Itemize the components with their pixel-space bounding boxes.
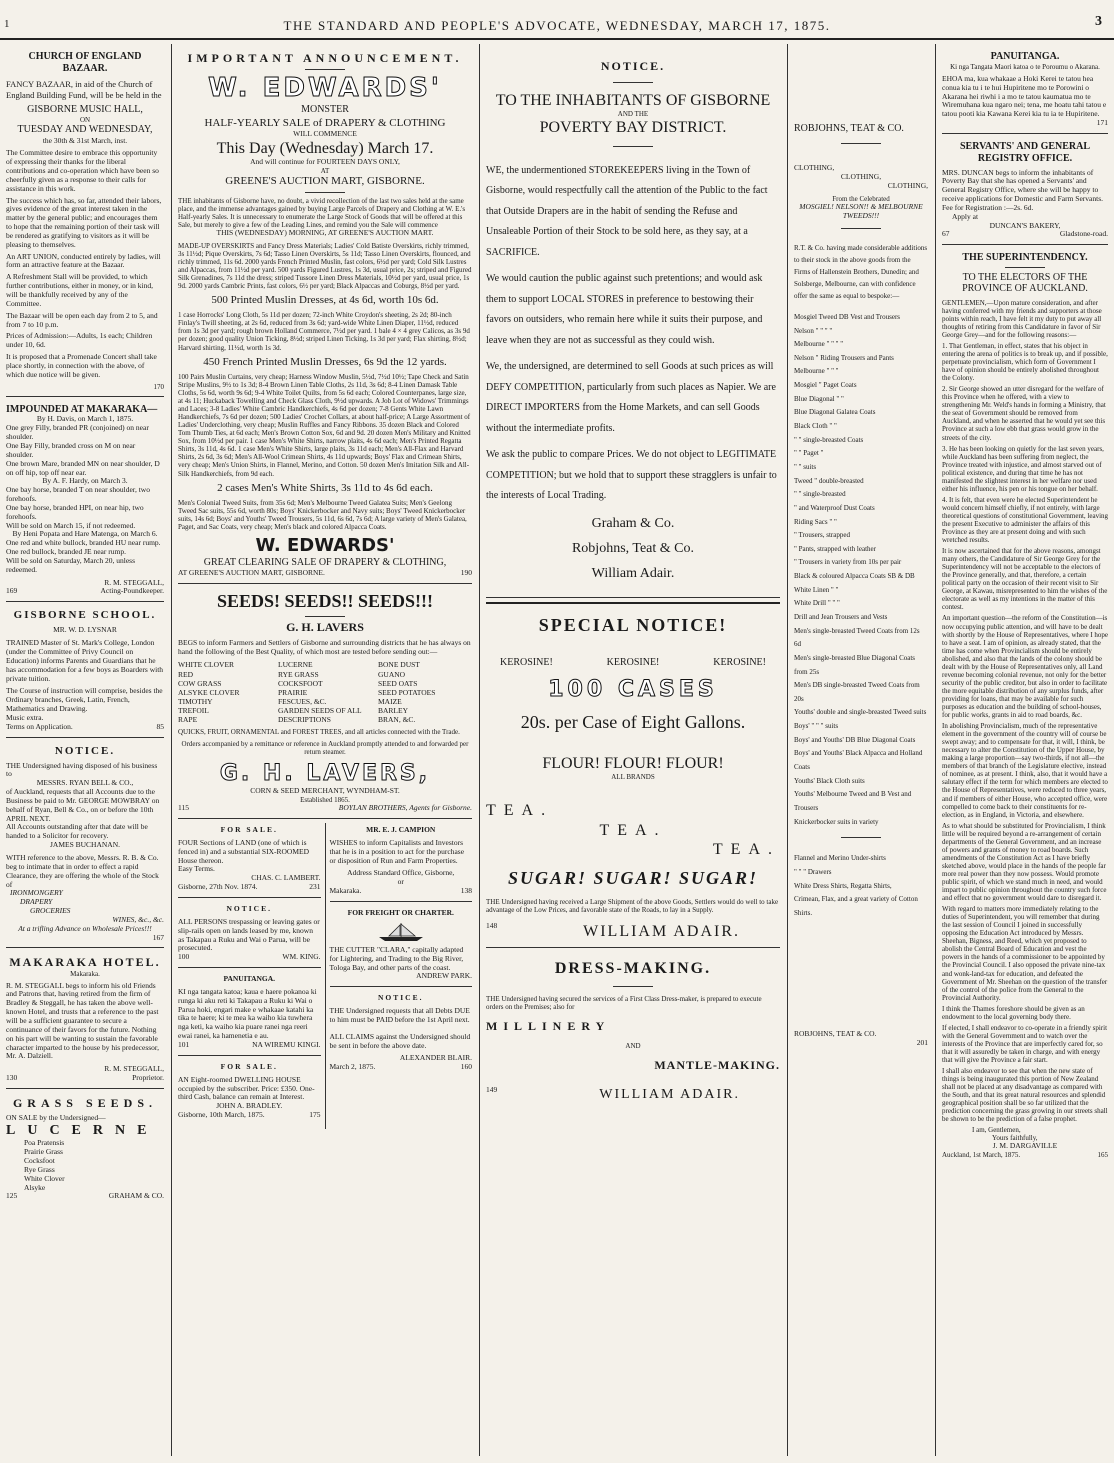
ad-signature: CHAS. C. LAMBERT. [251,873,321,883]
ad-signature: WILLIAM ADAIR. [599,1087,740,1103]
ad-number: 201 [916,1038,928,1048]
seed-item: Rye Grass [24,1164,55,1174]
ad-paragraph: The Course of instruction will comprise, besides the Ordinary branches, Greek, Latin, French, Mathematics and Drawing. [6,686,163,714]
clothing-item: White Linen " " [794,585,839,594]
for-sale-bradley [178,1060,321,1125]
ad-paragraph: All Accounts outstanding after that date will be handed to a Solicitor for recovery. [6,822,148,841]
ad-paragraph: of Auckland, requests that all Accounts due to the Business be paid to Mr. GEORGE MOWBRAY on behalf of Ryan, Bell & Co., on or before the 10th APRIL NEXT. [6,787,160,823]
seed-item: MAIZE [378,696,402,706]
ad-paragraph: 4. It is felt, that even were he elected Superintendent he would concern himself chiefly, if not entirely, with large theoretical questions of constitutional Government, leaving the present Executive to administer the affairs of this Province as they are at present doing and with such wretched results. [942,495,1109,545]
edwards-at: AT [320,167,330,176]
ad-heading: GISBORNE SCHOOL. [13,609,157,622]
ad-days: TUESDAY AND WEDNESDAY, [17,124,153,136]
clothing-item: " " suits [794,462,817,471]
seed-item: TREFOIL [178,706,209,716]
ad-heading: MAKARAKA HOTEL. [9,955,161,970]
clothing-item: White Dress Shirts, Regatta Shirts, [794,881,892,890]
ad-heading: GRASS SEEDS. [12,1095,158,1110]
seed-item: LUCERNE [278,660,313,670]
edwards-day: This Day (Wednesday) March 17. [216,139,434,157]
ad-role: Proprietor. [132,1073,164,1083]
millinery-heading: MILLINERY [486,1019,611,1034]
ad-paragraph: Prices of Admission:—Adults, 1s each; Children under 10, 6d. [6,331,153,350]
clothing-item: Nelson " Riding Trousers and Pants [794,353,894,362]
clothing-item: Men's single-breasted Tweed Coats from 12s 6d [794,626,920,649]
superintendency-address [942,249,1108,1164]
ad-paragraph: With regard to matters more immediately relating to the duties of Superintendent, you will remember that during the last session of Council I joined in successfully opposing the Education Act introduced by Messrs. Sheehan, Bigness, and Reed, which yet proposed to abolish the Central Board of Education and vest the powers in the hands of a commissioner to be appointed by the Provincial Council. I also opposed the private nine-tax and wonk-land-tax for education, and defeated the Government of Mr. Sheehan on the question of the transfer of the control of the police from the General to the Provincial Authority. [942,905,1108,1002]
seed-item: White Clover [24,1173,65,1183]
ad-signature: NA WIREMU KINGI. [252,1039,321,1049]
impound-item: One Bay Filly, branded cross on M on near shoulder. [6,440,136,459]
ad-signature: ALEXANDER BLAIR. [399,1053,472,1063]
impound-sale: Will be sold on March 15, if not redeemed. [6,520,136,530]
impounded-ad [6,401,164,603]
column-2 [172,44,478,1456]
ad-number: 85 [156,721,164,731]
ad-paragraph: As to what should be substituted for Provincialism, I think little will be required beyond a re-arrangement of certain departments of the General Government, and an increase of powers and grants of money to road boards. Such amendments of the Constitution Act as I have briefly sketched above, would place in the hands of the people far more real power than they now possess. Would promote public spirit, of which we stand much in need, and would impart to public opinion throughout the country such force and effect that no government would dare to disregard it. [942,821,1107,903]
clothing-item: Blue Diagonal Galatea Coats [794,408,876,417]
clothing-item: " Pants, strapped with leather [794,544,876,553]
clothing-item: Black Cloth " " [794,422,837,431]
edwards-highlight: 2 cases Men's White Shirts, 3s 11d to 4s 6d each. [217,481,433,494]
ad-paragraph: The success which has, so far, attended their labors, gives evidence of the great interest taken in the matter by the general public; and encourages them to hope that the remaining portion of their task will be rendered as gratifying to visitors as it will be pleasing to themselves. [6,195,162,249]
clothing-item: Melbourne " " " " [794,340,844,349]
dress-and: AND [625,1041,641,1050]
edwards-commence: WILL COMMENCE [293,128,357,138]
impound-item: One red bullock, branded JE near rump. [6,547,126,557]
notice-and: AND THE [617,110,649,119]
king-notice [178,902,321,968]
sugar-heading: SUGAR! SUGAR! SUGAR! [507,867,759,888]
seed-item: Prairie Grass [24,1147,63,1157]
clothing-item: Nelson " " " " [794,326,833,335]
seed-item: BONE DUST [378,660,420,670]
clothing-item: Tweed " double-breasted [794,476,864,485]
clothing-item: Blue Diagonal " " [794,394,844,403]
ad-paragraph: THE inhabitants of Gisborne have, no doubt, a vivid recollection of the last two sales held at the same place, and the immense advantages gained by buying Large Parcels of Drapery and Clothing at W. E.'s Half-yearly Sales. It is unnecessary to enumerate the Large Stock of Goods that will be offered at this Sale, but merely to give a few of the Leading Lines, and remind you the Sale will commence [178,196,466,229]
ad-paragraph: The Bazaar will be open each day from 2 to 5, and from 7 to 10 p.m. [6,310,158,329]
margin-mark: 1 [4,18,10,30]
clothing-item: " and Waterproof Dust Coats [794,503,875,512]
ad-subheading: Makaraka. [70,969,100,978]
clothing-item: White Drill " " " [794,599,840,608]
clothing-item: Youths' Black Cloth suits [794,776,865,785]
registry-office-ad [942,138,1108,245]
ad-paragraph: Orders accompanied by a remittance or reference in Auckland promptly attended to and forwarded per return steamer. [181,740,469,757]
clothing-item: Men's DB single-breasted Tweed Coats from 20s [794,681,920,703]
impound-sale: Will be sold on Saturday, March 20, unless redeemed. [6,555,135,574]
grass-seeds-ad [6,1093,164,1206]
ad-paragraph: 1. That Gentleman, in effect, states that his object in entering the arena of politics is to break up, and if possible, perpetuate provincialism, which form of Government I have of opinion should be entirely abolished throughout the Colony. [942,341,1108,383]
page-number: 3 [1095,14,1102,29]
ad-number: 149 [486,1085,498,1095]
seed-item: PRAIRIE [278,687,308,697]
stock-line: At a trifling Advance on Wholesale Prices!!! [18,923,152,933]
impound-by: By A. F. Hardy, on March 3. [42,476,128,486]
ad-signature: ROBJOHNS, TEAT & CO. [794,1029,877,1039]
firm-name: ROBJOHNS, TEAT & CO. [794,123,904,134]
ad-paragraph: Easy Terms. [178,864,215,874]
ad-paragraph: MRS. DUNCAN begs to inform the inhabitants of Poverty Bay that she has opened a Servants' and General Registry Office, where she will be happy to receive applications for Domestic and Farm Servants. [942,167,1103,204]
clothing-item: Black & coloured Alpacca Coats SB & DB [794,572,915,581]
ad-signature: Graham & Co. [591,515,675,531]
stock-line: DRAPERY [20,897,53,907]
ad-number: 190 [460,568,472,578]
ad-paragraph: THE Undersigned having secured the services of a First Class Dress-maker, is prepared to execute orders on the Premises; also for [486,995,762,1012]
ad-number: 130 [6,1073,18,1083]
ad-paragraph: 2. Sir George showed an utter disregard for the welfare of this Province when he offered, with a view to strengthening Mr. Weld's hands in forming a Ministry, that the seat of Government should be removed from Auckland, and when he asserted that he would yet see this Province at such a low ebb that grass would grow in the streets of the city. [942,385,1106,442]
ad-paragraph: I think the Thames foreshore should be given as an endowment to the local governing body there. [942,1004,1085,1021]
ad-dates: the 30th & 31st March, inst. [42,135,128,145]
ad-heading: MR. E. J. CAMPION [366,825,436,835]
ad-number: 115 [178,803,189,813]
ad-paragraph: ALL CLAIMS against the Undersigned should be sent in before the above date. [329,1031,471,1050]
ad-signature: WILLIAM ADAIR. [583,923,740,941]
clothing-item: Mosgiel Tweed DB Vest and Trousers [794,312,901,321]
ad-number: 170 [153,382,164,391]
school-master: MR. W. D. LYSNAR [53,625,117,635]
lavers-name: G. H. LAVERS [286,620,364,635]
from-label: From the Celebrated [832,194,890,203]
masthead [0,0,1114,40]
ad-venue: GISBORNE MUSIC HALL, [27,104,143,116]
flour-heading: FLOUR! FLOUR! FLOUR! [542,754,724,772]
registry-apply: Apply at [952,211,979,221]
clothing-heading: CLOTHING, [840,172,882,182]
seed-item: TIMOTHY [178,696,213,706]
for-sale-lambert [178,823,321,898]
ad-heading: IMPORTANT ANNOUNCEMENT. [187,51,463,65]
ad-address: Address Standard Office, Gisborne, [347,868,455,878]
ad-number: 125 [6,1191,18,1201]
clothing-item: Boys' " " " suits [794,722,839,731]
ad-paragraph: We, the undersigned, are determined to sell Goods at such prices as will DEFY COMPETITION, particularly from such places as Napier. We are DIRECT IMPORTERS from the Home Markets, and can sell Goods without the intermediate profits. [486,361,776,434]
clothing-heading: CLOTHING, [887,180,928,190]
ad-paragraph: A Refreshment Stall will be provided, to which further contributions, either in money, or in kind, will be thankfully received by any of the Committee. [6,272,153,308]
closing-line: I am, Gentlemen, [972,1126,1021,1135]
ad-paragraph: An ART UNION, conducted entirely by ladies, will form an attractive feature at the Bazaar. [6,251,161,270]
seed-item: COW GRASS [178,678,222,688]
seed-item: COCKSFOOT [278,678,323,688]
ad-heading: THE SUPERINTENDENCY. [962,252,1088,264]
ad-number: 167 [152,932,164,942]
storekeepers-notice [486,48,780,598]
clothing-item: Knickerbocker suits in variety [794,817,879,826]
cases-heading: 100 CASES [548,677,718,703]
seed-item: BARLEY [378,706,408,716]
flour-brands: ALL BRANDS [611,773,655,782]
ad-paragraph: KI nga tangata katoa; kaua e haere pokanoa ki runga ki aku reti ki Takapau a Ruku ki Wai o Parua hoki, engari make e whakaae katahi ka tika te haere; ki te mea ka waiho kia tuwhera nga keti, ka waiho kia puare ranei nga reeri ewai ranei, ka hamenetia e au. [178,986,317,1041]
edwards-highlight: 500 Printed Muslin Dresses, at 4s 6d, worth 10s 6d. [211,293,439,306]
stock-line: IRONMONGERY [10,888,63,898]
impound-item: One grey Filly, branded PR (conjoined) on near shoulder. [6,423,149,442]
kerosine-label: KEROSINE! [606,656,660,668]
ad-paragraph: 3. He has been looking on quietly for the last seven years, while Auckland has been suffering from neglect, the Province treated with injustice, and almost starved out of political existence, and during that time he has not manifested the slightest interest in her welfare nor used either his influence, his pen or his tongue on her behalf. [942,444,1104,493]
seed-item: BRAN, &C. [378,715,416,725]
ad-subheading: Ki nga Tangata Maori katoa o te Poroumu o Akarana. [950,62,1100,71]
clothing-item: " " single-breasted [794,490,846,499]
ad-number: 101 [178,1039,190,1049]
registry-fee: Fee for Registration :—2s. 6d. [942,202,1034,212]
seed-item: SEED POTATOES [378,687,436,697]
ad-signature: JOHN A. BRADLEY. [216,1101,283,1111]
kerosine-price: 20s. per Case of Eight Gallons. [520,711,746,732]
ad-heading: NOTICE. [600,59,666,73]
kerosine-label: KEROSINE! [713,656,766,668]
column-1 [0,44,170,1456]
ad-heading: SEEDS! SEEDS!! SEEDS!!! [216,591,434,612]
seed-item: SEED OATS [378,678,418,688]
ad-number: 160 [460,1062,472,1072]
ad-subheading: ON SALE by the Undersigned— [6,1113,106,1123]
seed-item: ALSYKE CLOVER [178,687,240,697]
ad-signature: J. M. DARGAVILLE [992,1141,1058,1151]
ad-heading: NOTICE. [226,904,272,913]
mantle-heading: MANTLE-MAKING. [654,1057,780,1072]
ad-number: 171 [1096,118,1108,128]
ad-paragraph: THE Undersigned having disposed of his business to [6,760,158,779]
edwards-venue: GREENE'S AUCTION MART, GISBORNE. [225,175,425,188]
ad-heading: PANUITANGA. [990,51,1060,62]
ad-number: 138 [460,886,472,896]
ad-paragraph: It is now ascertained that for the above reasons, amongst many others, the Candidature of Sir George Grey for the Superintendency will not be acceptable to the electors of the Province generally, and that, therefore, a certain political party on the occasion of their recent visit to Sir George, at Kawau, misrepresented to him the wishes of the electorate as well as my intentions in the matter of this contest. [942,547,1108,612]
ad-paragraph: WISHES to inform Capitalists and Investors that he is in a position to act for the purchase or disposition of Run and Farm Properties. [329,837,465,865]
ad-signature: GRAHAM & CO. [108,1191,164,1201]
ad-heading: FOR SALE. [220,825,278,835]
ad-paragraph: GENTLEMEN,—Upon mature consideration, and after having conferred with my friends and supporters at those points within reach, I have felt it my duty to put away all thoughts of retiring from this Candidature in favor of Sir George Grey—and for the following reasons:— [942,298,1102,339]
impound-by: By Heni Popata and Hare Matenga, on March 6. [12,529,158,539]
clothing-item: " Trousers, strapped [794,531,850,540]
edwards-continue: And will continue for FOURTEEN DAYS ONLY, [250,157,400,167]
seed-item: FESCUES, &C. [278,696,327,706]
ad-heading: IMPOUNDED AT MAKARAKA— [6,403,158,415]
ad-number: 175 [309,1110,321,1120]
ad-paragraph: We ask the public to compare Prices. We do not object to LEGITIMATE COMPETITION; but we hold that to support these stragglers is unfair to the interests of Local Trading. [486,449,777,502]
special-notice [486,602,780,948]
seed-item: GUANO [378,669,406,679]
edwards-sale: HALF-YEARLY SALE of DRAPERY & CLOTHING [204,116,446,129]
ad-paragraph: THE Undersigned having received a Large Shipment of the above Goods, Settlers would do well to take advantage of the Low Prices, and favorable state of the Roads, to lay in a Supply. [486,897,779,914]
tweed-mills: MOSGIEL! NELSON!! & MELBOURNE TWEEDS!!! [799,201,923,220]
bazaar-ad [6,48,164,397]
impound-item: One bay horse, branded T on near shoulder, two forehoofs. [6,485,150,504]
ad-paragraph: WITH reference to the above, Messrs. R. B. & Co. beg to intimate that in order to effect a rapid Clearance, they are offering the whole of the Stock of [6,852,159,889]
tea-heading: TEA. [712,841,780,859]
hotel-ad [6,952,164,1088]
panuitanga-kingi [178,972,321,1056]
clothing-item: " " Paget " [794,449,824,458]
ad-place: Makaraka. [329,886,362,896]
impound-item: One bay horse, branded HPI, on near hip, two forehoofs. [6,502,144,521]
ad-number: 231 [309,882,321,892]
seed-item: RAPE [178,715,198,725]
seed-item: Poa Pratensis [24,1138,65,1148]
ad-heading: CHURCH OF ENGLAND BAZAAR. [28,51,142,75]
registry-place: DUNCAN'S BAKERY, [989,220,1061,230]
firm-name: MESSRS. RYAN BELL & CO., [36,778,134,788]
ad-subheading: TO THE ELECTORS OF THE PROVINCE OF AUCKLAND. [962,271,1088,295]
ad-signature: WM. KING. [282,952,321,962]
ad-paragraph: In abolishing Provincialism, much of the representative element in the government of the country will of course be swept away; and to compensate for that, it will, I think, be necessary to alter the Constitution of the Upper House, by making a large proportion—say two-thirds, if not all—the members of that branch of the Legislature elective, instead of nominee, as at present. I think, also, that it would have a salutary effect if the term for which members are elected to the House of Representatives, were reduced to three years, and if members of either House, who accepted office, were compelled to come back to their constituents for re-election, as in England, in Victoria, and elsewhere. [942,722,1108,819]
ad-on: ON [79,116,91,125]
clothing-item: Flannel and Merino Under-shirts [794,854,886,863]
clothing-item: Mosgiel " Paget Coats [794,381,857,390]
clothing-item: Riding Sacs " " [794,517,837,526]
ad-number: 169 [6,586,18,596]
seed-item: WHITE CLOVER [178,660,235,670]
ad-number: 165 [1097,1151,1108,1160]
ad-date: March 2, 1875. [329,1062,376,1072]
clothing-item: Boys' and Youths' DB Blue Diagonal Coats [794,735,916,744]
edwards-ad [178,48,472,584]
freight-ad [330,906,473,987]
ad-paragraph: Music extra. [6,712,44,722]
stock-line: GROCERIES [30,906,71,916]
edwards-name: W. EDWARDS' [255,535,395,557]
ad-paragraph: ALL PERSONS trespassing or leaving gates or slip-rails open on lands leased by me, known as Takapau a Ruku and Wai o Parua, will be prosecuted. [178,916,320,953]
clothing-item: Boys' and Youths' Black Alpacca and Holland Coats [794,749,923,772]
school-ad [6,606,164,737]
ad-signature: R. M. STEGGALL, [104,1064,164,1074]
ad-paragraph: BEGS to inform Farmers and Settlers of Gisborne and surrounding districts that he has always on hand the following of the Best Quality, of which most are tested before sending out:— [178,637,471,656]
cutter-ship-icon [371,921,431,943]
newspaper-title: THE STANDARD AND PEOPLE'S ADVOCATE, WEDNESDAY, MARCH 17, 1875. [283,18,831,33]
clothing-item: Crimean, Flax, and a great variety of Cotton Shirts. [794,895,918,917]
impound-item: One brown Mare, branded MN on near shoulder, D on off hip, top off near ear. [6,458,160,477]
ad-paragraph: The Committee desire to embrace this opportunity of expressing their thanks for the liberal contributions and co-operation which have been so cheerfully given as a response to their calls for assistance in this work. [6,148,159,193]
ad-paragraph: We would caution the public against such pretentions; and would ask them to support LOCAL STORES in preference to bestowing their favors on outsiders, who remain here while it suits their purpose, and leave when they are not as successful as they could wish. [486,273,763,346]
ad-paragraph: 1 case Horrocks' Long Cloth, 5s 11d per dozen; 72-inch White Croydon's sheeting, 2s 2d; 80-inch Finlay's Twill sheeting, at 2s 6d, reduced from 3s 6d; yard-wide White Linen Diaper, 11½d, reduced from 1s 3d per yard; rough brown Holland Commerce, 7½d per yard. 1 bale 4 × 4 grey Calicos, as 3s 9d per dozen; good quality Union Ticking, 8½d; striped Linen Ticking, 1s 3d per yard; Flax shirting, 8½d; Harvard shirting, 11½d, worth 1s 3d. [178,311,470,352]
buchanan-notice [6,742,164,949]
clothing-item: Melbourne " " " [794,367,839,376]
clothing-item: Men's single-breasted Blue Diagonal Coats from 25s [794,653,916,676]
ad-paragraph: If elected, I shall endeavor to co-operate in a friendly spirit with the General Government and to watch over the interests of the Province that are imperfectly cared for, so that it will assuredly be taken in charge, and with energy that will give the Province a fair start. [942,1023,1108,1064]
ad-paragraph: R.T. & Co. having made considerable additions to their stock in the above goods from the Firms of Hallenstein Brothers, Dunedin; and Solsberge, Melbourne, can with confidence offer the same as equal to bespoke:— [794,244,928,301]
lavers-agents: BOYLAN BROTHERS, Agents for Gisborne. [338,803,472,813]
ad-paragraph: AN Eight-roomed DWELLING HOUSE occupied by the subscriber. Price: £350. One-third Cash, balance can remain at Interest. [178,1074,315,1102]
seed-item: Cocksfoot [24,1156,55,1166]
column-5 [936,44,1114,1456]
clothing-item: Drill and Jean Trousers and Vests [794,613,888,621]
ad-signature: ANDREW PARK. [416,971,472,981]
ad-date: Gisborne, 10th March, 1875. [178,1110,265,1120]
notice-to: TO THE INHABITANTS OF GISBORNE [495,91,771,109]
seed-item: RED [178,669,193,679]
ad-number: 148 [486,921,498,931]
edwards-clearing: GREAT CLEARING SALE OF DRAPERY & CLOTHING, [203,557,447,569]
edwards-venue: AT GREENE'S AUCTION MART, GISBORNE. [178,568,325,578]
lavers-address: CORN & SEED MERCHANT, WYNDHAM-ST. [250,786,400,796]
lavers-name: G. H. LAVERS, [219,760,431,786]
ad-paragraph: I shall also endeavor to see that when the new state of things is being inaugurated this portion of New Zealand shall not be placed at any disadvantage as compared with the South, and that its great natural resources and splendid geographical position shall be so far utilized that the prediction concerning the grass growing in our streets shall be shown to be the prediction of a false prophet. [942,1067,1108,1124]
campion-ad [330,823,473,902]
ad-number: 67 [942,229,950,239]
ad-heading: NOTICE. [54,744,116,757]
blair-notice [330,991,473,1077]
ad-paragraph: WE, the undermentioned STOREKEEPERS living in the Town of Gisborne, would respectfully call the attention of the Public to the fact that Outside Drapers are in the habit of sending the Refuse and Unsaleable Portion of their Stock to be sold here, as they say, at a SACRIFICE. [486,164,768,258]
ad-paragraph: FOUR Sections of LAND (one of which is fenced in) and a substantial SIX-ROOMED House thereon. [178,837,310,865]
clothing-item: " " single-breasted Coats [794,435,864,444]
ad-heading: FOR SALE. [220,1061,278,1071]
ad-signature: JAMES BUCHANAN. [49,840,120,850]
ad-heading: PANUITANGA. [223,974,276,984]
ad-date: Auckland, 1st March, 1875. [942,1151,1021,1160]
ad-paragraph: MADE-UP OVERSKIRTS and Fancy Dress Materials; Ladies' Cold Batiste Overskirts, richly trimmed, 3s 11½d; Pique Overskirts, 7s 6d; Tasso Linen Overskirts, 5s 11d; Tasso Linen Overskirts, flounced, and richly trimmed, 11s 6d. 2000 yards French Printed Muslin, fast colors, 6½d per yard; Cold Silk Lustres and Alpaccas, from 11½d per yard. 500 yards Figured Lustres, 1s 3d, usual price, 2s; striped and Figured Silk Grenadines, 7s 11d the dress; striped Tussore Linen Dress Materials, 10½d per yard, usual price, 1s 9d. 2000 yards Cambric Prints, fast colors, 6½ per yard; Black Alpaccas and Coburgs, 8½d per yard. [178,241,472,290]
ad-heading: FOR FREIGHT OR CHARTER. [347,908,454,917]
ad-number: 100 [178,952,190,962]
notice-district: POVERTY BAY DISTRICT. [539,119,727,137]
registry-road: Gladstone-road. [1059,229,1108,239]
ad-paragraph: THE CUTTER "CLARA," capitally adapted for Lightering, and Trading to the Big River, Tologa Bay, and other parts of the coast. [329,944,464,972]
ad-paragraph: THE Undersigned requests that all Debts DUE to him must be PAID before the 1st April next. [329,1006,470,1024]
ad-paragraph: 100 Pairs Muslin Curtains, very cheap; Harness Window Muslin, 5½d, 7½d 10½; Tape Check and Satin Stripe Muslins, 9½ to 1s 3d; 8-4 Brown Linen Table Cloths, 2s 11d, 3s 6d; 8-4 Linen Damask Table Cloths, 5s 6d, worth 9s 6d; 9-4 White Toilet Quilts, from 5s 6d each; Colored Counterpanes, large size, at 4s 11; Huckaback Towelling and Check Glass Cloth, 9½d upwards. A Job Lot of Widows' Trimmings and Laces; 3-8 Ladies' White Cambric Handkerchiefs, 4s 6d per dozen; 7-8 Gents White Lawn Handkerchiefs, 7s 6d per dozen; 500 Ladies' Crochet Collars, at about half-price; A Large Assortment of Ladies' Underclothing, very cheap; Muslin Ruffles and Fancy Ribbons. 35 dozen Black and Colored Tom Thumb Ties, at 6d each; Men's Brown Cotton Sox, 6d and 9d. 20 dozen Men's Military and Knitted Sox, from 10½d per pair. 1 case Men's White Shirts, narrow plaits, 4s 6d each; Men's Printed Regatta Shirts, 3s 11d, 4s 6d. 1 case Men's White Shirts, large plaits, 3s 11d each; Men's All-Flax and Harvard Shirts, 2s 6d, 3s 6d; Men's All-Wool Crimean Shirts, 4s 11d upwards; Boys' Flax and Crimean Shirts, very cheap; Men's Union Shirts, in Flannel, Merino, and Cotton. 50 dozen Men's Imitation Silk and All-Silk Handkerchiefs, from 9d each. [178,372,471,478]
ad-paragraph: R. M. STEGGALL begs to inform his old Friends and Patrons that, having retired from the firm of Bradley & Steggall, he has taken the above well-known Hotel, and trusts that a reference to the past will be a sufficient guarantee to secure a continuance of their favors for the future. Nothing on his part will be wanting to sustain the favorable character imparted to the house by his predecessor, Mr. A. Dalziell. [6,980,159,1061]
ad-paragraph: QUICKS, FRUIT, ORNAMENTAL and FOREST TREES, and all articles connected with the Trade. [178,728,460,737]
ad-paragraph: Men's Colonial Tweed Suits, from 35s 6d; Men's Melbourne Tweed Galatea Suits; Men's Geelong Tweed Sac suits, 55s 6d, worth 80s; Boys' Knickerbocker and Navy suits; Boys' Tweed Knickerbocker suits, 14s 6d; Boys' and Youths' Tweed Trousers, 5s 11d, 6s 6d, 7s 6d; A large variety of Men's Galatea, Paget, and Sac Coats, very cheap; Men's black and colored Alpacca Coats. [178,498,467,532]
seed-item: RYE GRASS [278,669,319,679]
ad-heading: NOTICE. [378,993,424,1003]
column-3 [480,44,786,1456]
edwards-monster: MONSTER [301,104,349,116]
stock-line: WINES, &c., &c. [112,914,164,924]
ad-intro: FANCY BAZAAR, in aid of the Church of England Building Fund, will be be held in the [6,79,162,100]
ad-paragraph: Terms on Application. [6,721,73,731]
ad-signature: R. M. STEGGALL, [104,577,164,587]
tea-heading: TEA. [486,802,554,820]
impound-item: One red and white bullock, branded HU near rump. [6,538,161,548]
clothing-item: Youths' double and single-breasted Tweed suits [794,708,927,717]
ad-paragraph: An important question—the reform of the Constitution—is now occupying public attention, and will have to be dealt with shortly by the House of Representatives, where I hope to have a seat. I am of opinion, as already stated, that the time has come when Provincialism should be entirely abolished, and also that the lands of the colony should be dealt with by the House of Representatives only, all Land revenue becoming colonial revenue, not only for the better security of the public creditor, but also in order to facilitate the more equitable distribution of any surplus funds, after providing for loans, that may be available for such purposes as education and the building of school-houses, for public works, grants in aid to road boards, &c. [942,614,1109,720]
lucerne-heading: LUCERNE [6,1122,159,1138]
ad-paragraph: TRAINED Master of St. Mark's College, London (under the Committee of Privy Council on Education) informs Parents and Guardians that he has accommodation for a few boys as Boarders with private tuition. [6,638,164,683]
seeds-ad [178,588,472,819]
ad-signature: Robjohns, Teat & Co. [571,540,695,556]
edwards-intro2: THIS (WEDNESDAY) MORNING, AT GREENE'S AUCTION MART. [216,227,434,237]
edwards-highlight: 450 French Printed Muslin Dresses, 6s 9d the 12 yards. [203,355,447,368]
clothing-item: " Trousers in variety from 10s per pair [794,558,902,567]
ad-or: or [397,877,404,887]
seed-item: GARDEN SEEDS OF ALL DESCRIPTIONS [278,706,362,725]
edwards-name: W. EDWARDS' [208,72,442,103]
seed-item: Alsyke [24,1182,46,1192]
panuitanga-superintendent [942,48,1108,134]
ad-signature: William Adair. [591,565,675,581]
robjohns-ad [794,48,928,1053]
dressmaking-ad [486,952,780,1109]
closing-line: Yours faithfully, [992,1134,1038,1143]
ad-heading: DRESS-MAKING. [554,959,712,977]
tea-heading: TEA. [599,821,667,839]
ad-paragraph: It is proposed that a Promenade Concert shall take place shortly, in connection with the above, of which due notice will be given. [6,352,157,379]
ad-role: Acting-Poundkeeper. [100,586,164,596]
column-4 [788,44,934,1456]
lavers-established: Established 1865. [300,796,350,805]
ad-heading: SPECIAL NOTICE! [538,614,728,635]
ad-date: Gisborne, 27th Nov. 1874. [178,882,258,892]
clothing-item: Youths' Melbourne Tweed and B Vest and Trousers [794,790,912,812]
impound-by: By H. Davis, on March 1, 1875. [36,414,134,424]
ad-paragraph: EHOA ma, kua whakaae a Hoki Kerei te tatou hea conua kia tu i te hui Hupiritene mo te Porowini o Akarana hei riwhi i a mo te tatou kaumatua mo te Wiremuhana kua ngaro nei; tena, me hoatu tahi tatou e tatou pooti kia Kawana Kerei kia tu ia te Hupiritene. [942,73,1107,119]
clothing-item: " " " Drawers [794,867,832,876]
kerosine-label: KEROSINE! [500,656,553,668]
clothing-heading: CLOTHING, [794,163,835,173]
ad-heading: SERVANTS' AND GENERAL REGISTRY OFFICE. [959,140,1091,164]
